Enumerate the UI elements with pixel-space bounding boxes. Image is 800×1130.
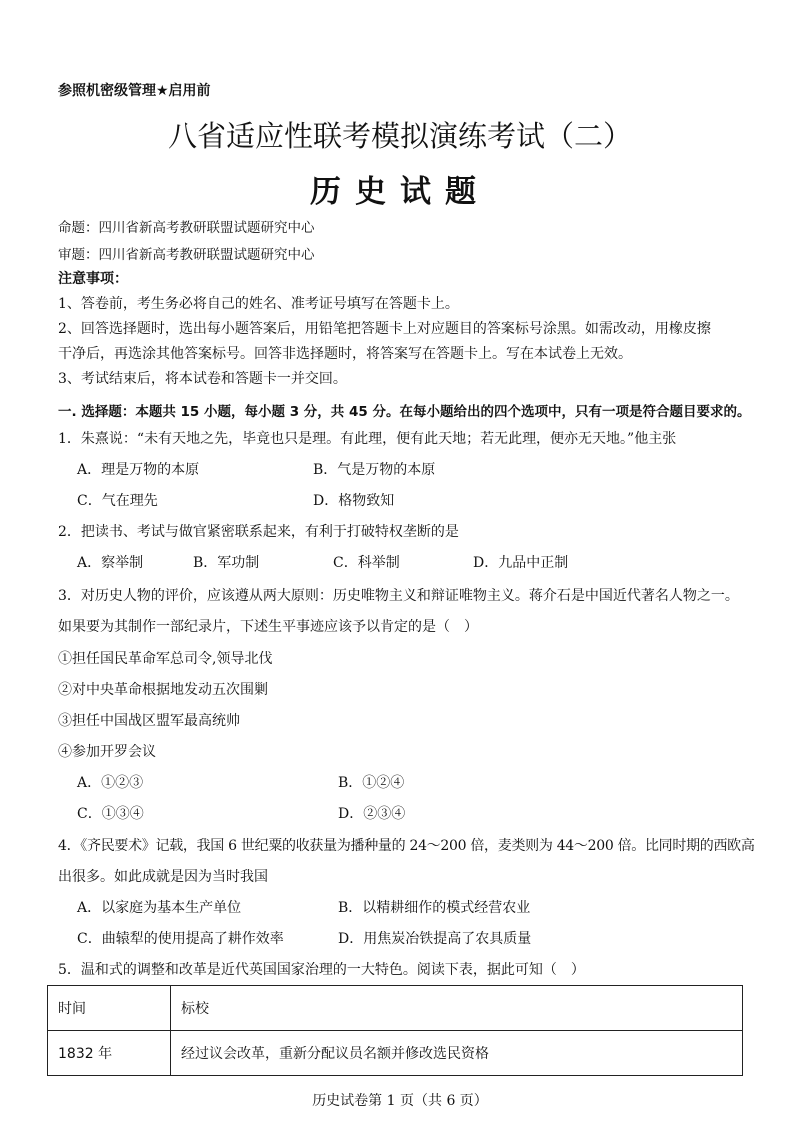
q3-statement: ②对中央革命根据地发动五次围剿 — [58, 682, 268, 698]
table-header-cell: 标校 — [171, 986, 743, 1031]
q3-option-b: B．①②④ — [338, 775, 405, 791]
q4-option-c: C．曲辕犁的使用提高了耕作效率 — [77, 931, 284, 947]
q1-option-a: A．理是万物的本原 — [77, 462, 200, 478]
table-cell: 1832 年 — [48, 1031, 171, 1076]
question-2-stem: 2．把读书、考试与做官紧密联系起来，有利于打破特权垄断的是 — [58, 524, 459, 540]
q1-option-c: C．气在理先 — [77, 493, 158, 509]
table-cell: 经过议会改革，重新分配议员名额并修改选民资格 — [171, 1031, 743, 1076]
q2-option-b: B．军功制 — [193, 555, 260, 571]
q4-option-a: A．以家庭为基本生产单位 — [77, 900, 242, 916]
notice-heading: 注意事项： — [58, 271, 128, 287]
question-1-stem: 1．朱熹说：“未有天地之先，毕竟也只是理。有此理，便有此天地；若无此理，便亦无天地。”他主张 — [58, 431, 677, 447]
question-3-stem: 3．对历史人物的评价，应该遵从两大原则：历史唯物主义和辩证唯物主义。蒋介石是中国近代著名人物之一。 — [58, 588, 739, 604]
proposer-line: 命题：四川省新高考教研联盟试题研究中心 — [58, 220, 315, 236]
q3-option-a: A．①②③ — [77, 775, 144, 791]
q4-option-b: B．以精耕细作的模式经营农业 — [338, 900, 531, 916]
reviewer-line: 审题：四川省新高考教研联盟试题研究中心 — [58, 247, 315, 263]
notice-item: 1、答卷前，考生务必将自己的姓名、准考证号填写在答题卡上。 — [58, 296, 459, 312]
q2-option-a: A．察举制 — [77, 555, 144, 571]
secret-mark: 参照机密级管理★启用前 — [58, 83, 211, 99]
q2-option-d: D．九品中正制 — [473, 555, 569, 571]
notice-item: 干净后，再选涂其他答案标号。回答非选择题时，将答案写在答题卡上。写在本试卷上无效。 — [58, 346, 632, 362]
q3-statement: ①担任国民革命军总司令,领导北伐 — [58, 651, 273, 667]
notice-item: 2、回答选择题时，选出每小题答案后，用铅笔把答题卡上对应题目的答案标号涂黑。如需改动，用橡皮擦 — [58, 321, 711, 337]
question-3-stem-cont: 如果要为其制作一部纪录片，下述生平事迹应该予以肯定的是（ ） — [58, 619, 478, 635]
question-4-stem: 4．《齐民要术》记载，我国 6 世纪粟的收获量为播种量的 24～200 倍，麦类则为 44～200 倍。比同时期的西欧高 — [58, 838, 755, 854]
exam-title: 八省适应性联考模拟演练考试（二） — [167, 119, 632, 153]
q5-table — [47, 985, 743, 1076]
q3-statement: ③担任中国战区盟军最高统帅 — [58, 713, 240, 729]
q4-option-d: D．用焦炭冶铁提高了农具质量 — [338, 931, 532, 947]
question-4-stem-cont: 出很多。如此成就是因为当时我国 — [58, 869, 268, 885]
notice-item: 3、考试结束后，将本试卷和答题卡一并交回。 — [58, 371, 347, 387]
q2-option-c: C．科举制 — [333, 555, 400, 571]
question-5-stem: 5．温和式的调整和改革是近代英国国家治理的一大特色。阅读下表，据此可知（ ） — [58, 962, 585, 978]
table-header-cell: 时间 — [48, 986, 171, 1031]
page-footer: 历史试卷第 1 页（共 6 页） — [312, 1093, 488, 1109]
q1-option-b: B．气是万物的本原 — [313, 462, 436, 478]
q1-option-d: D．格物致知 — [313, 493, 395, 509]
table-header-row — [48, 986, 743, 1031]
q3-option-c: C．①③④ — [77, 806, 144, 822]
section-heading: 一. 选择题：本题共 15 小题，每小题 3 分，共 45 分。在每小题给出的四个选项中，只有一项是符合题目要求的。 — [58, 404, 751, 420]
exam-subtitle: 历史试题 — [310, 174, 490, 210]
q3-statement: ④参加开罗会议 — [58, 744, 156, 760]
q3-option-d: D．②③④ — [338, 806, 406, 822]
table-row — [48, 1031, 743, 1076]
